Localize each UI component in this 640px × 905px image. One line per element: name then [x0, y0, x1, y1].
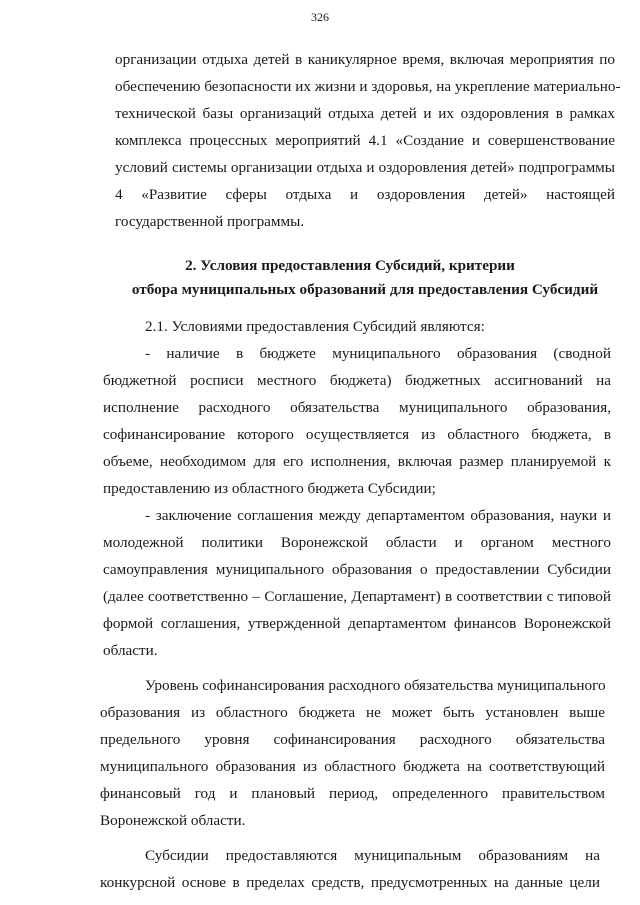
text-line: финансовый год и плановый период, определенного правительством: [100, 785, 605, 802]
text-line: комплекса процессных мероприятий 4.1 «Создание и совершенствование: [115, 132, 615, 149]
text-line: конкурсной основе в пределах средств, предусмотренных на данные цели: [100, 874, 600, 891]
text-line: Субсидии предоставляются муниципальным образованиям на: [145, 847, 600, 864]
clause-title: 2.1. Условиями предоставления Субсидий являются:: [145, 318, 485, 335]
text-line: бюджетной росписи местного бюджета) бюджетных ассигнований на: [103, 372, 611, 389]
text-line: образования из областного бюджета не может быть установлен выше: [100, 704, 605, 721]
text-line: организации отдыха детей в каникулярное время, включая мероприятия по: [115, 51, 615, 68]
text-line: объеме, необходимом для его исполнения, включая размер планируемой к: [103, 453, 611, 470]
text-line: формой соглашения, утвержденной департаментом финансов Воронежской: [103, 615, 611, 632]
text-line: предельного уровня софинансирования расходного обязательства: [100, 731, 605, 748]
text-line: - наличие в бюджете муниципального образования (сводной: [145, 345, 611, 362]
text-line: области.: [103, 642, 158, 659]
text-line: муниципального образования из областного бюджета на соответствующий: [100, 758, 605, 775]
text-line: самоуправления муниципального образования о предоставлении Субсидии: [103, 561, 611, 578]
text-line: условий системы организации отдыха и оздоровления детей» подпрограммы: [115, 159, 615, 176]
text-line: технической базы организаций отдыха детей и их оздоровления в рамках: [115, 105, 615, 122]
text-line: молодежной политики Воронежской области и органом местного: [103, 534, 611, 551]
text-line: исполнение расходного обязательства муниципального образования,: [103, 399, 611, 416]
text-line: обеспечению безопасности их жизни и здоровья, на укрепление материально-: [115, 78, 621, 95]
text-line: 4 «Развитие сферы отдыха и оздоровления детей» настоящей: [115, 186, 615, 203]
text-line: Уровень софинансирования расходного обязательства муниципального: [145, 677, 606, 694]
text-line: софинансирование которого осуществляется из областного бюджета, в: [103, 426, 611, 443]
heading-line: отбора муниципальных образований для предоставления Субсидий: [131, 281, 599, 298]
text-line: предоставлению из областного бюджета Субсидии;: [103, 480, 436, 497]
page-number: 326: [311, 10, 329, 24]
text-line: Воронежской области.: [100, 812, 246, 829]
text-line: - заключение соглашения между департаментом образования, науки и: [145, 507, 611, 524]
text-line: государственной программы.: [115, 213, 305, 230]
text-line: (далее соответственно – Соглашение, Департамент) в соответствии с типовой: [103, 588, 611, 605]
heading-line: 2. Условия предоставления Субсидий, критерии: [185, 257, 515, 274]
